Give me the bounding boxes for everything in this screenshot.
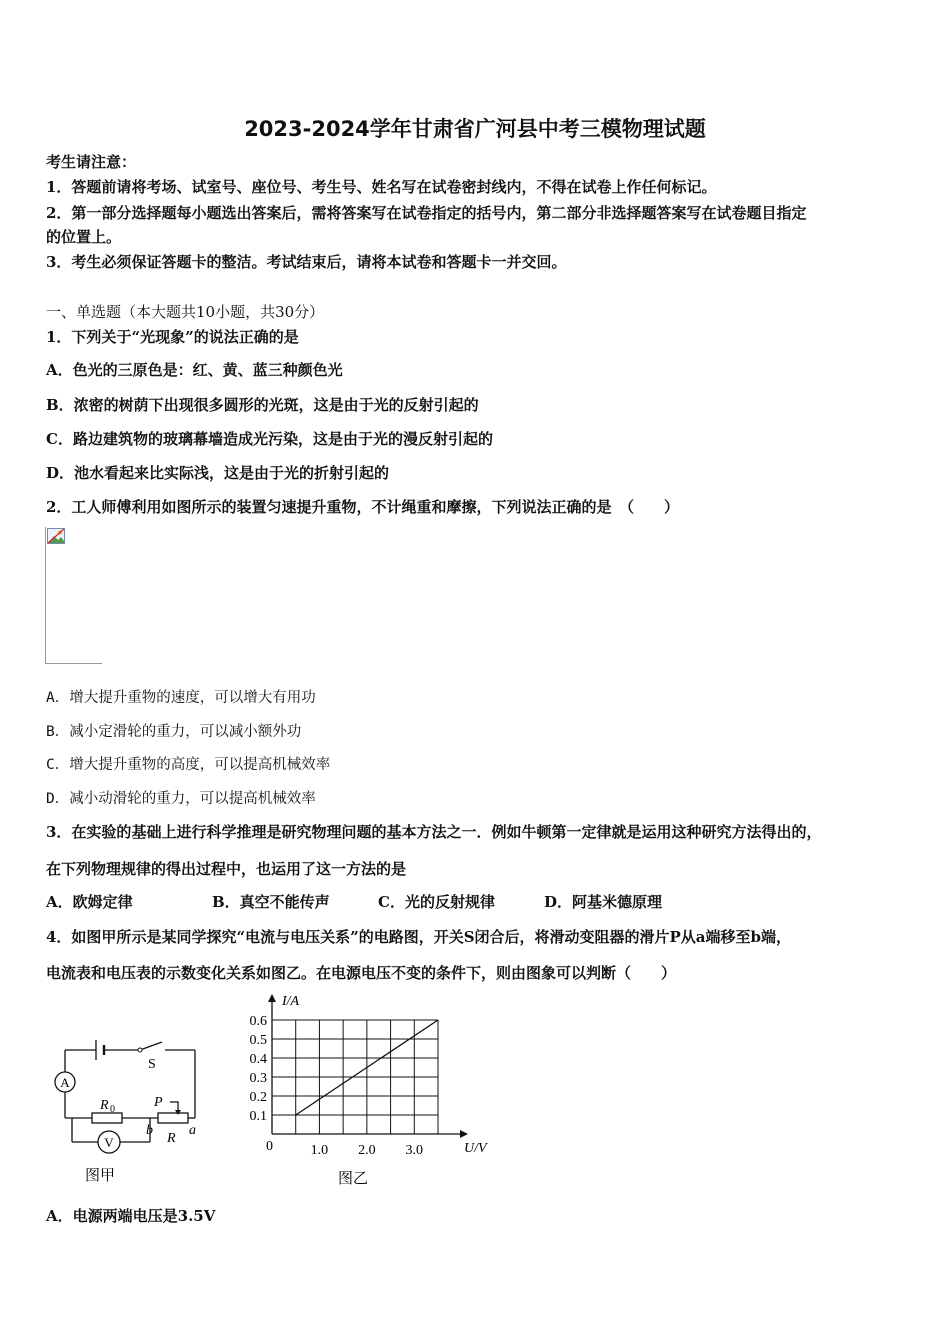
q3-stem-line-2: 在下列物理规律的得出过程中，也运用了这一方法的是 <box>46 860 407 878</box>
notice-heading: 考生请注意： <box>46 153 137 171</box>
r0-subscript: 0 <box>110 1104 115 1115</box>
q3-option-b: B．真空不能传声 <box>212 893 330 911</box>
y-tick-label: 0.1 <box>249 1109 267 1124</box>
voltmeter-label: V <box>104 1135 114 1150</box>
q2-stem: 2．工人师傅利用如图所示的装置匀速提升重物，不计绳重和摩擦，下列说法正确的是 （ ） <box>46 498 679 516</box>
q3-stem-line-1: 3．在实验的基础上进行科学推理是研究物理问题的基本方法之一．例如牛顿第一定律就是运用这种研究方法得出的， <box>46 823 822 841</box>
y-tick-label: 0.3 <box>249 1071 267 1086</box>
circuit-diagram <box>40 1030 220 1190</box>
r0-label: R <box>100 1098 109 1113</box>
notice-item-2-line-2: 的位置上。 <box>46 228 122 246</box>
q4-stem-line-2: 电流表和电压表的示数变化关系如图乙。在电源电压不变的条件下，则由图象可以判断（ ） <box>46 964 677 982</box>
y-tick-label: 0.4 <box>249 1052 267 1067</box>
q1-option-a: A．色光的三原色是：红、黄、蓝三种颜色光 <box>46 361 343 379</box>
switch-blade <box>140 1042 162 1050</box>
switch-contact <box>138 1048 142 1052</box>
q3-option-c: C．光的反射规律 <box>378 893 495 911</box>
q2-option-d: D．减小动滑轮的重力，可以提高机械效率 <box>46 791 316 807</box>
section-heading: 一、单选题（本大题共10小题，共30分） <box>46 303 325 321</box>
chart-tick-labels <box>250 1014 424 1158</box>
iu-chart <box>232 990 502 1190</box>
notice-item-3: 3．考生必须保证答题卡的整洁。考试结束后，请将本试卷和答题卡一并交回。 <box>46 253 567 271</box>
x-tick-label: 1.0 <box>310 1143 329 1158</box>
end-a-label: a <box>189 1123 196 1138</box>
origin-label: 0 <box>266 1139 273 1154</box>
x-axis-label: U/V <box>464 1141 487 1156</box>
switch-label: S <box>148 1057 156 1072</box>
q1-option-d: D．池水看起来比实际浅，这是由于光的折射引起的 <box>46 464 390 482</box>
rheostat-label: R <box>167 1131 176 1146</box>
page-title: 2023-2024学年甘肃省广河县中考三模物理试题 <box>244 117 706 141</box>
q1-option-c: C．路边建筑物的玻璃幕墙造成光污染，这是由于光的漫反射引起的 <box>46 430 493 448</box>
notice-item-2-line-1: 2．第一部分选择题每小题选出答案后，需将答案写在试卷指定的括号内，第二部分非选择题答案写在试卷题目指定 <box>46 204 807 222</box>
q2-option-c: C．增大提升重物的高度，可以提高机械效率 <box>46 757 331 773</box>
q3-option-d: D．阿基米德原理 <box>544 893 663 911</box>
x-axis-arrow <box>460 1130 468 1138</box>
chart-caption: 图乙 <box>337 1169 369 1187</box>
rheostat-r <box>158 1113 188 1123</box>
x-tick-label: 3.0 <box>405 1143 424 1158</box>
resistor-r0 <box>92 1113 122 1123</box>
y-axis-label: I/A <box>282 994 300 1009</box>
y-tick-label: 0.5 <box>249 1033 267 1048</box>
y-tick-label: 0.6 <box>249 1014 267 1029</box>
q2-figure-placeholder <box>45 527 102 664</box>
y-axis-arrow <box>268 994 276 1002</box>
q4-stem-line-1: 4．如图甲所示是某同学探究“电流与电压关系”的电路图，开关S闭合后，将滑动变阻器的滑片P从a端移至b端， <box>46 928 792 946</box>
ammeter-label: A <box>60 1075 70 1090</box>
x-tick-label: 2.0 <box>358 1143 376 1158</box>
q3-option-a: A．欧姆定律 <box>46 893 133 911</box>
q1-stem: 1．下列关于“光现象”的说法正确的是 <box>46 328 299 346</box>
q2-option-a: A．增大提升重物的速度，可以增大有用功 <box>46 690 316 706</box>
broken-image-icon <box>47 528 65 544</box>
q1-option-b: B．浓密的树荫下出现很多圆形的光斑，这是由于光的反射引起的 <box>46 396 479 414</box>
y-tick-label: 0.2 <box>249 1090 267 1105</box>
q4-option-a: A．电源两端电压是3.5V <box>46 1207 216 1225</box>
notice-item-1: 1．答题前请将考场、试室号、座位号、考生号、姓名写在试卷密封线内，不得在试卷上作任何标记。 <box>46 178 717 196</box>
slider-label: P <box>154 1095 163 1110</box>
q2-option-b: B．减小定滑轮的重力，可以减小额外功 <box>46 724 302 740</box>
end-b-label: b <box>146 1123 153 1138</box>
circuit-caption: 图甲 <box>84 1166 116 1184</box>
